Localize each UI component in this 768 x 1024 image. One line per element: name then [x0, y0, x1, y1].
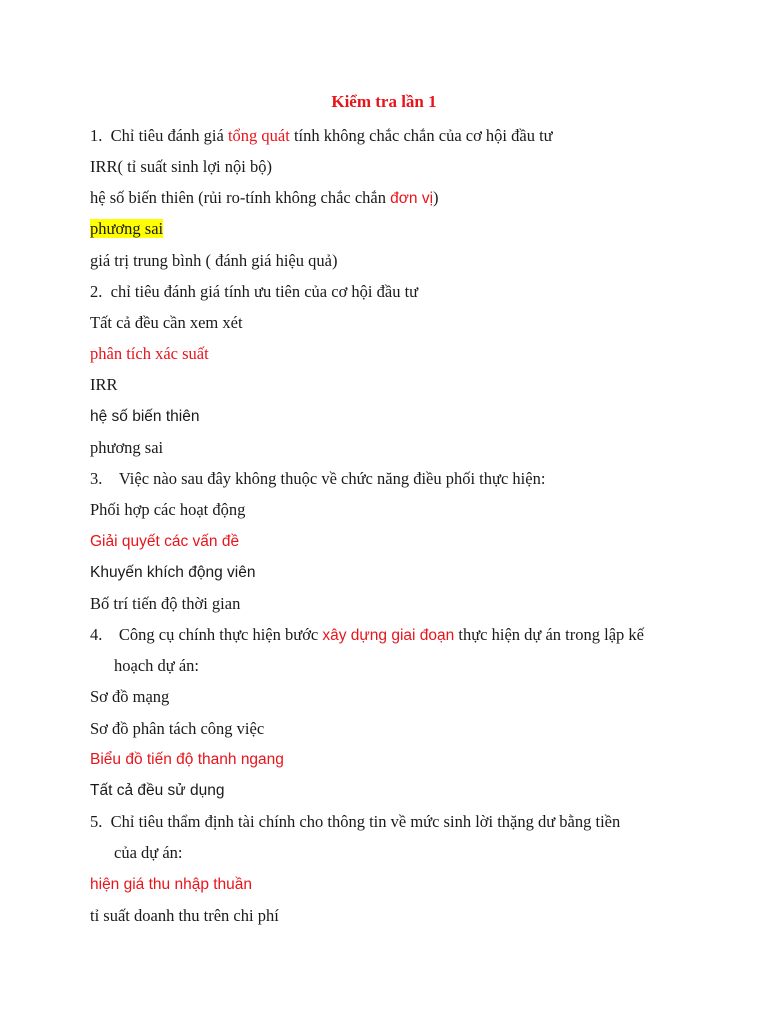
question-text: Công cụ chính thực hiện bước	[118, 625, 323, 644]
question-continuation: của dự án:	[114, 843, 183, 862]
highlighted-answer: phương sai	[90, 219, 164, 238]
answer-option: Khuyến khích động viên	[90, 564, 256, 581]
correct-answer: Giải quyết các vấn đề	[90, 533, 240, 550]
answer-option: Tất cả đều sử dụng	[90, 782, 225, 799]
question-1	[90, 125, 553, 147]
question-5	[90, 811, 620, 833]
question-text: chỉ tiêu đánh giá tính ưu tiên của cơ hội đầu tư	[110, 282, 419, 301]
question-text: Việc nào sau đây không thuộc về chức năng điều phối thực hiện:	[118, 469, 546, 488]
question-text: Chỉ tiêu thẩm định tài chính cho thông tin về mức sinh lời thặng dư bằng tiền	[110, 812, 621, 831]
highlighted-term: xây dựng giai đoạn	[322, 627, 455, 644]
answer-option	[90, 187, 439, 210]
question-2	[90, 281, 418, 303]
highlighted-term: tổng quát	[227, 126, 290, 145]
document-title: Kiểm tra lần 1	[331, 92, 437, 111]
question-number: 2.	[90, 282, 103, 301]
answer-text-end: )	[433, 188, 439, 207]
answer-option: Phối hợp các hoạt động	[90, 500, 246, 519]
answer-option: giá trị trung bình ( đánh giá hiệu quả)	[90, 251, 338, 270]
question-number: 5.	[90, 812, 103, 831]
correct-answer: phân tích xác suất	[90, 344, 209, 363]
answer-option: IRR	[90, 375, 118, 394]
question-3	[90, 468, 545, 490]
question-text-end: tính không chắc chắn của cơ hội đầu tư	[289, 126, 553, 145]
question-number: 1.	[90, 126, 103, 145]
question-continuation: hoạch dự án:	[114, 656, 199, 675]
question-number: 4.	[90, 625, 103, 644]
correct-answer: Biểu đồ tiến độ thanh ngang	[90, 751, 284, 768]
correct-answer: hiện giá thu nhập thuần	[90, 876, 253, 893]
answer-option-highlighted	[90, 218, 163, 240]
question-number: 3.	[90, 469, 103, 488]
answer-option: IRR( tỉ suất sinh lợi nội bộ)	[90, 157, 272, 176]
question-4	[90, 624, 644, 647]
answer-option: Tất cả đều cần xem xét	[90, 313, 243, 332]
answer-option: Sơ đồ phân tách công việc	[90, 719, 265, 738]
answer-option: hệ số biến thiên	[90, 408, 200, 425]
answer-text: hệ số biến thiên (rủi ro-tính không chắc chắn	[90, 188, 391, 207]
question-text-end: thực hiện dự án trong lập kế	[454, 625, 644, 644]
question-text: Chỉ tiêu đánh giá	[110, 126, 228, 145]
answer-option: Bố trí tiến độ thời gian	[90, 594, 241, 613]
answer-option: phương sai	[90, 438, 164, 457]
answer-option: tỉ suất doanh thu trên chi phí	[90, 906, 279, 925]
highlighted-term: đơn vị	[390, 190, 434, 207]
answer-option: Sơ đồ mạng	[90, 687, 170, 706]
